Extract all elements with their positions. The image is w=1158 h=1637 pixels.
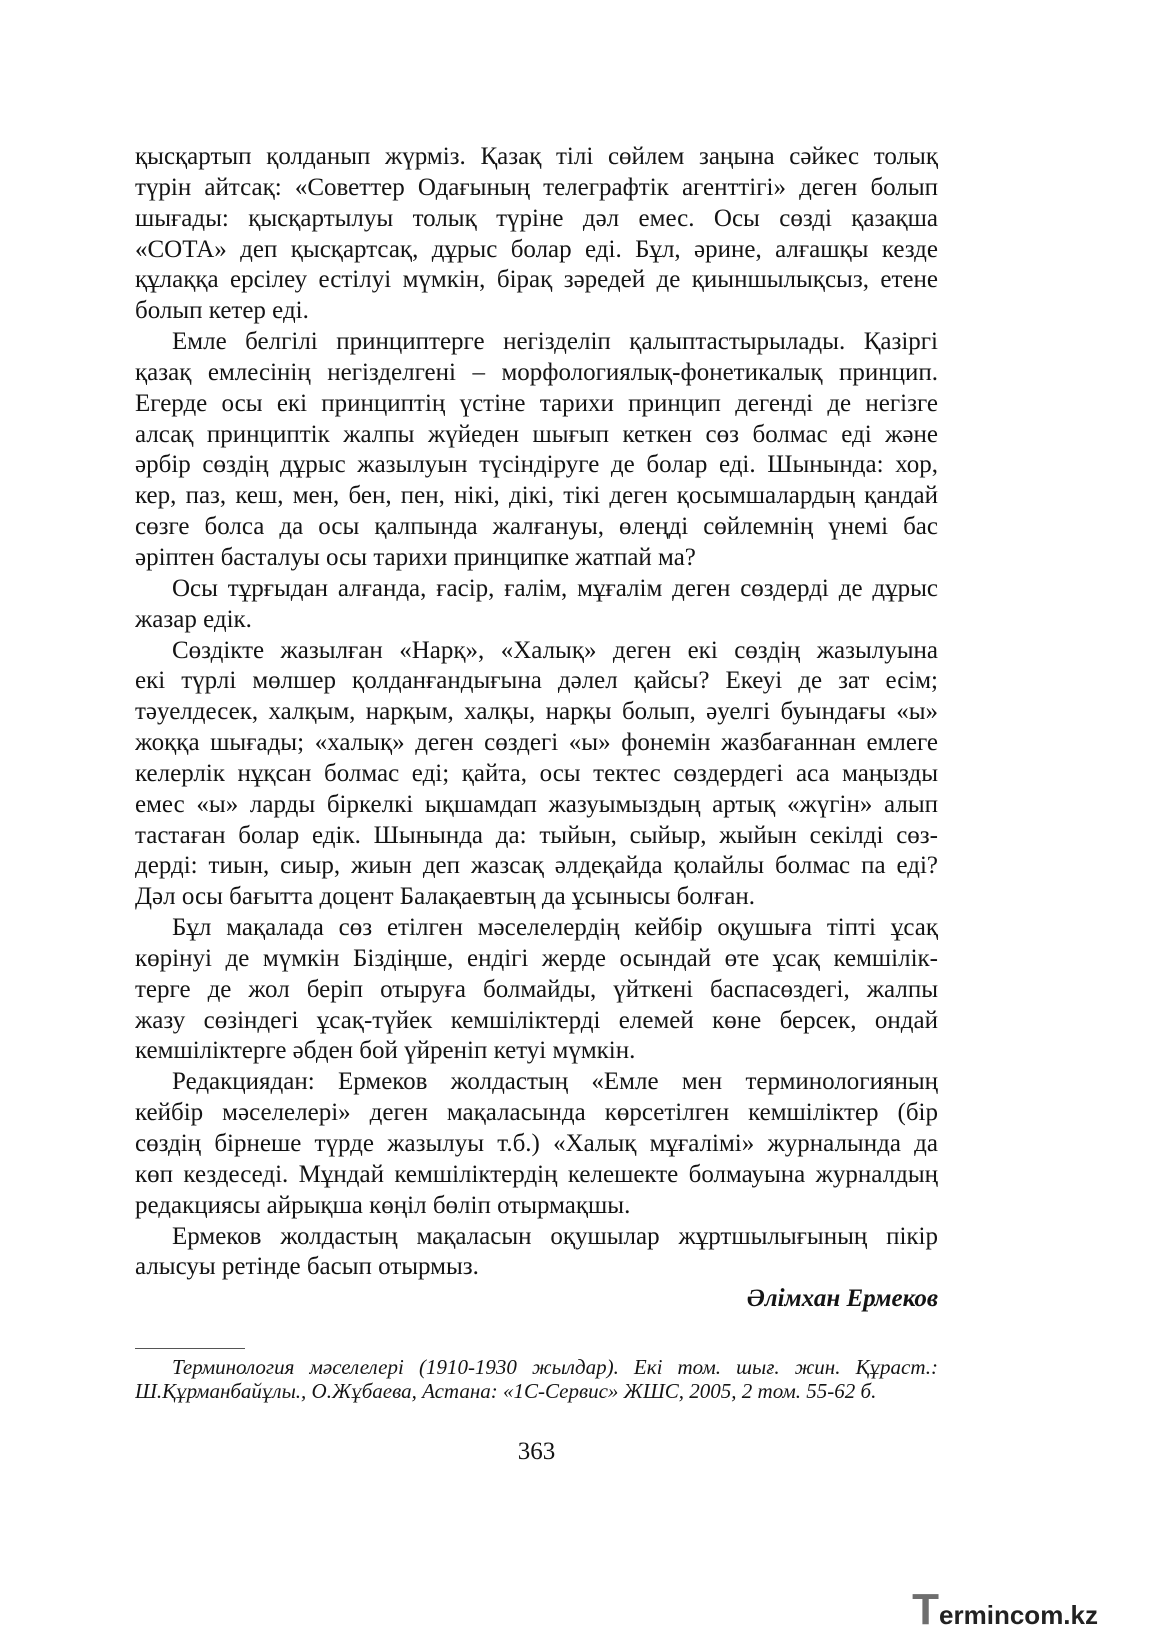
text-line: алсақ принциптік жалпы жүйеден шығып кеткен сөз болмас еді және <box>135 420 938 448</box>
text-line: кемшіліктерге әбден бой үйреніп кетуі мүмкін. <box>135 1037 636 1065</box>
text-line: келерлік нұқсан болмас еді; қайта, осы тектес сөздердегі аса маңызды <box>135 759 938 787</box>
author-signature: Әлімхан Ермеков <box>746 1285 938 1312</box>
footnote-line: Ш.Құрманбайұлы., О.Жұбаева, Астана: «1С-Сервис» ЖШС, 2005, 2 том. 55-62 б. <box>135 1379 877 1403</box>
footnote <box>135 1356 938 1403</box>
text-line: көп кездеседі. Мұндай кемшіліктердің келешекте болмауына журналдың <box>135 1160 938 1188</box>
text-line: тастаған болар едік. Шынында да: тыйын, сыйыр, жыйын секілді сөз- <box>135 821 938 849</box>
text-line: түрін айтсақ: «Советтер Одағының телеграфтік агенттігі» деген болып <box>135 173 938 201</box>
text-line: әрбір сөздің дұрыс жазылуын түсіндіруге де болар еді. Шынында: хор, <box>135 451 938 479</box>
paragraph <box>135 636 938 914</box>
text-line: Емле белгілі принциптерге негізделіп қалыптастырылады. Қазіргі <box>172 328 938 356</box>
text-line: болып кетер еді. <box>135 297 309 325</box>
text-line: емес «ы» ларды біркелкі ықшамдап жазуымыздың артық «жүгін» алып <box>135 790 938 818</box>
article-body <box>135 142 938 1283</box>
paragraph <box>135 327 938 574</box>
text-line: «СОТА» деп қысқартсақ, дұрыс болар еді. Бұл, әрине, алғашқы кезде <box>135 235 938 263</box>
text-line: жоққа шығады; «халық» деген сөздегі «ы» фонемін жазбағаннан емлеге <box>135 729 938 757</box>
footnote-line: Терминология мәселелері (1910-1930 жылдар). Екі том. шығ. жин. Құраст.: <box>172 1356 938 1379</box>
text-line: Осы тұрғыдан алғанда, ғасір, ғалім, мұғалім деген сөздерді де дұрыс <box>172 574 938 602</box>
text-line: жазу сөзіндегі ұсақ-түйек кемшіліктерді елемей көне берсек, ондай <box>135 1006 938 1034</box>
text-line: Сөздікте жазылған «Нарқ», «Халық» деген екі сөздің жазылуына <box>172 636 938 664</box>
text-line: алысуы ретінде басып отырмыз. <box>135 1253 479 1281</box>
text-line: редакциясы айрықша көңіл бөліп отырмақшы. <box>135 1191 631 1219</box>
paragraph <box>135 1222 938 1284</box>
paragraph <box>135 1067 938 1221</box>
text-line: тәуелдесек, халқым, нарқым, халқы, нарқы болып, әуелгі буындағы «ы» <box>135 698 938 726</box>
text-line: екі түрлі мөлшер қолданғандығына дәлел қайсы? Екеуі де зат есім; <box>135 667 938 695</box>
text-line: Дәл осы бағытта доцент Балақаевтың да ұсынысы болған. <box>135 883 755 911</box>
text-line: сөздің бірнеше түрде жазылуы т.б.) «Халық мұғалімі» журналында да <box>135 1130 938 1157</box>
text-line: кер, паз, кеш, мен, бен, пен, нікі, дікі, тікі деген қосымшалардың қандай <box>135 482 938 510</box>
text-line: құлаққа ерсілеу естілуі мүмкін, бірақ зәредей де қиыншылықсыз, етене <box>135 266 938 294</box>
text-line: шығады: қысқартылуы толық түріне дәл емес. Осы сөзді қазақша <box>135 204 938 232</box>
paragraph <box>135 574 938 636</box>
text-line: дерді: тиын, сиыр, жиын деп жазсақ әлдеқайда қолайлы болмас па еді? <box>135 852 938 880</box>
text-line: терге де жол беріп отыруға болмайды, үйткені баспасөздегі, жалпы <box>135 975 938 1003</box>
paragraph <box>135 142 938 327</box>
text-line: Редакциядан: Ермеков жолдастың «Емле мен терминологияның <box>172 1068 938 1096</box>
text-line: сөзге болса да осы қалпында жалғануы, өлеңді сөйлемнің үнемі бас <box>135 513 938 541</box>
text-line: көрінуі де мүмкін Біздіңше, ендігі жерде осындай өте ұсақ кемшілік- <box>135 944 938 972</box>
text-line: әріптен басталуы осы тарихи принципке жатпай ма? <box>135 543 696 571</box>
watermark-logo: Termincom.kz <box>912 1585 1098 1634</box>
text-line: қысқартып қолданып жүрміз. Қазақ тілі сөйлем заңына сәйкес толық <box>135 143 938 170</box>
text-line: кейбір мәселелері» деген мақаласында көрсетілген кемшіліктер (бір <box>135 1099 938 1127</box>
text-line: жазар едік. <box>135 605 252 633</box>
footnote-separator <box>135 1348 245 1349</box>
text-line: Егерде осы екі принциптің үстіне тарихи принцип дегенді де негізге <box>135 389 938 417</box>
text-line: қазақ емлесінің негізделгені – морфологиялық-фонетикалық принцип. <box>135 358 938 386</box>
text-line: Бұл мақалада сөз етілген мәселелердің кейбір оқушыға тіпті ұсақ <box>172 914 938 942</box>
page-number: 363 <box>517 1438 556 1465</box>
paragraph <box>135 913 938 1067</box>
text-line: Ермеков жолдастың мақаласын оқушылар жұртшылығының пікір <box>172 1222 938 1250</box>
